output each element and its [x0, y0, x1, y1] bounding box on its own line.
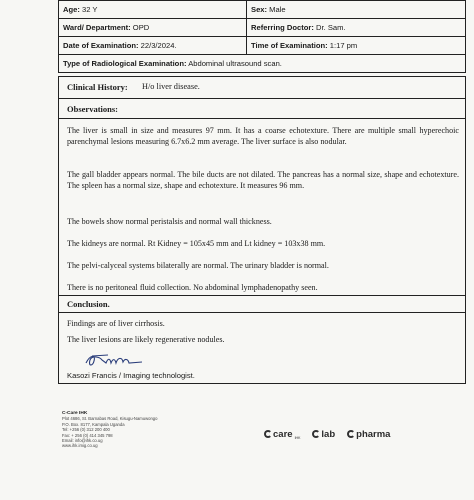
footer-line: Plot 4686, St. Barnabas Road, Kisugu-Namuwongo	[62, 416, 158, 422]
footer-address	[62, 411, 222, 449]
footer-line: www.ihk.imig.co.ug	[62, 443, 98, 449]
observation-paragraph: The gall bladder appears normal. The bile ducts are not dilated. The pancreas has a normal size, shape and echotexture. The spleen has a normal size, shape and echotexture. It measures 96 mm.	[67, 170, 459, 191]
cpharma-logo	[347, 429, 390, 440]
clinical-history-value: H/o liver disease.	[142, 82, 200, 91]
footer-line: P.O. Box. 8177, Kampala Uganda	[62, 421, 125, 427]
observation-paragraph: The liver is small in size and measures 97 mm. It has a coarse echotexture. There are multiple small hyperechoic parenchymal lesions measuring 6.7x6.2 mm average. The liver surface is also nodular.	[67, 126, 459, 147]
ward-value: OPD	[132, 23, 150, 32]
footer-line: Fax: + 256 (0) 414 345 798	[62, 432, 113, 438]
time-label: Time of Examination:	[251, 41, 328, 50]
sex-label: Sex:	[251, 5, 268, 14]
logo-text: pharma	[356, 428, 391, 440]
logo-text: care	[273, 428, 293, 440]
ccare-logo-icon	[264, 430, 272, 438]
observations-header	[59, 99, 465, 119]
signer-name: Kasozi Francis / Imaging technologist.	[67, 371, 195, 380]
observation-paragraph: The kidneys are normal. Rt Kidney = 105x45 mm and Lt kidney = 103x38 mm.	[67, 239, 326, 248]
patient-info-table	[58, 0, 466, 73]
exam-type-cell	[59, 55, 466, 73]
age-value: 32 Y	[82, 5, 98, 14]
observation-paragraph: The bowels show normal peristalsis and normal wall thickness.	[67, 217, 272, 226]
footer-company: C-Care IHK	[62, 411, 88, 416]
report-box	[58, 76, 466, 384]
ccare-logo	[264, 429, 300, 440]
footer-line: Email: info@ihk.co.ug	[62, 438, 103, 444]
referring-cell	[247, 19, 466, 37]
date-cell	[59, 37, 247, 55]
conclusion-paragraph: The liver lesions are likely regenerative nodules.	[67, 335, 225, 344]
clinical-history-row	[59, 77, 465, 99]
date-label: Date of Examination:	[63, 41, 139, 50]
observation-paragraph: There is no peritoneal fluid collection. No abdominal lymphadenopathy seen.	[67, 283, 318, 292]
footer-logos	[264, 427, 390, 441]
info-row	[59, 37, 466, 55]
clab-logo-icon	[312, 430, 320, 438]
exam-type-label: Type of Radiological Examination:	[63, 59, 187, 68]
logo-text: lab	[321, 428, 336, 440]
exam-type-value: Abdominal ultrasound scan.	[188, 59, 282, 68]
info-row	[59, 1, 466, 19]
time-value: 1:17 pm	[329, 41, 358, 50]
referring-label: Referring Doctor:	[251, 23, 314, 32]
time-cell	[247, 37, 466, 55]
signature-scribble	[84, 351, 144, 371]
referring-value: Dr. Sam.	[316, 23, 346, 32]
conclusion-paragraph: Findings are of liver cirrhosis.	[67, 319, 165, 328]
logo-sub: IHK	[294, 435, 301, 440]
clab-logo	[312, 429, 335, 440]
conclusion-header	[59, 295, 465, 313]
clinical-history-label: Clinical History:	[67, 82, 128, 92]
sex-cell	[247, 1, 466, 19]
observation-paragraph: The pelvi-calyceal systems bilaterally are normal. The urinary bladder is normal.	[67, 261, 329, 270]
observations-label: Observations:	[67, 104, 118, 114]
age-cell	[59, 1, 247, 19]
age-label: Age:	[63, 5, 80, 14]
footer-line: Tel: +256 (0) 312 200 400	[62, 427, 110, 433]
ward-cell	[59, 19, 247, 37]
info-row	[59, 19, 466, 37]
cpharma-logo-icon	[347, 430, 355, 438]
date-value: 22/3/2024.	[140, 41, 177, 50]
sex-value: Male	[269, 5, 286, 14]
ward-label: Ward/ Department:	[63, 23, 131, 32]
info-row	[59, 55, 466, 73]
conclusion-label: Conclusion.	[67, 299, 110, 309]
